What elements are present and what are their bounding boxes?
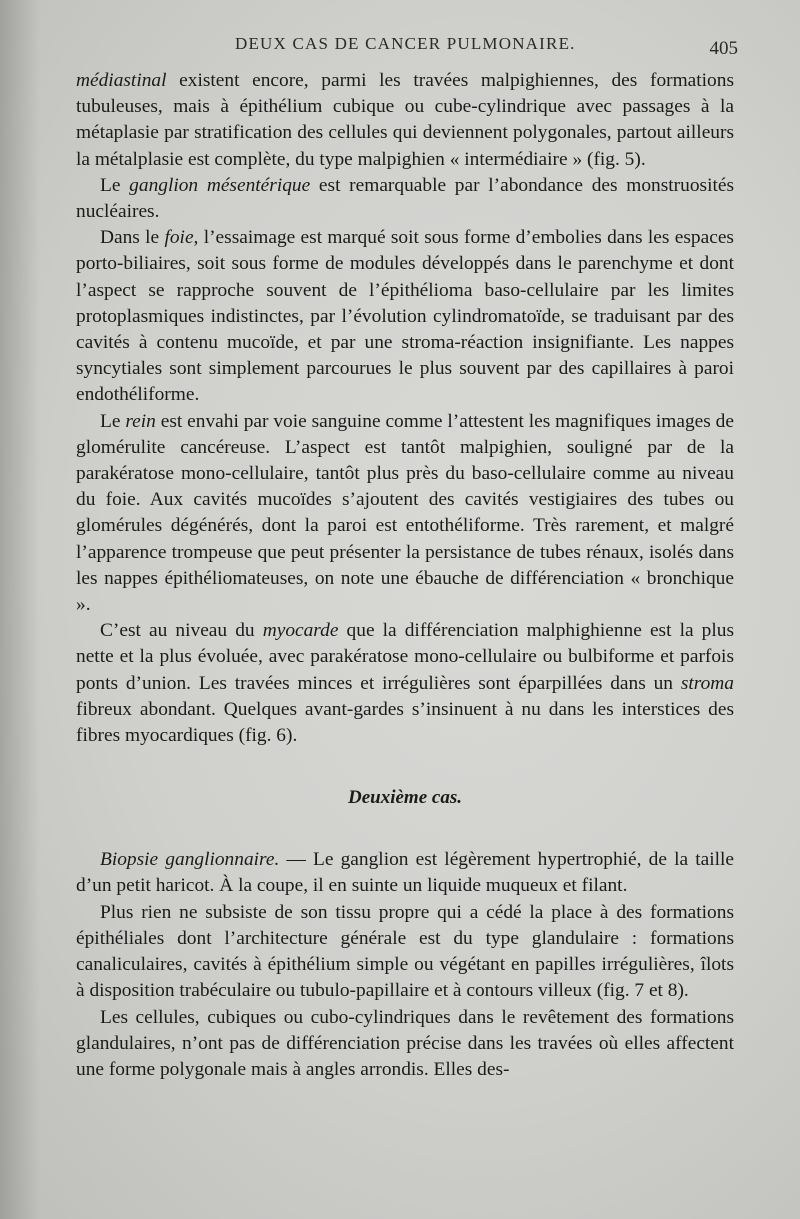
paragraph-2: [76, 173, 734, 225]
paragraph-1-text: existent encore, parmi les travées malpighiennes, des formations tubuleuses, mais à épithélium cubique ou cube-cylindrique avec passages à la métaplasie par stratification des cellules qui deviennent polygonales, partout ailleurs la métalplasie est complète, du type malpighien « intermédiaire » (fig. 5).: [76, 70, 734, 170]
section-heading: Deuxième cas.: [348, 787, 462, 809]
paragraph-5-lead: C’est au niveau du: [100, 620, 263, 642]
page-number: 405: [709, 38, 738, 59]
term-foie: foie,: [164, 227, 199, 249]
paragraph-6-text: — Le ganglion est légèrement hypertrophié, de la taille d’un petit haricot. À la coupe, il en suinte un liquide muqueux et filant.: [76, 849, 735, 897]
page-header: [75, 30, 738, 60]
paragraph-6: [76, 847, 734, 899]
paragraph-4: [76, 409, 734, 619]
paragraph-2-lead: Le: [100, 174, 130, 196]
paragraph-4-lead: Le: [100, 410, 126, 432]
term-stroma: stroma: [680, 672, 734, 694]
paragraph-5-text: fibreux abondant. Quelques avant-gardes s’insinuent à nu dans les interstices des fibres myocardiques (fig. 6).: [76, 698, 734, 747]
paragraph-3-lead: Dans le: [100, 227, 165, 249]
paragraph-5: [76, 618, 734, 749]
binding-shadow: [0, 0, 40, 1219]
term-rein: rein: [125, 410, 156, 432]
paragraph-7: Plus rien ne subsiste de son tissu propre qui a cédé la place à des formations épithéliales dont l’architecture générale est du type glandulaire : formations canaliculaires, cavités à épithélium simple ou végétant en papilles irrégulières, îlots à disposition trabéculaire ou tubulo-papillaire et à contours villeux (fig. 7 et 8).: [76, 901, 734, 1002]
paragraph-2-text: est remarquable par l’abondance des monstruosités nucléaires.: [76, 174, 734, 223]
term-mediastinal: médiastinal: [76, 70, 167, 91]
paragraph-8: Les cellules, cubiques ou cubo-cylindriques dans le revêtement des formations glandulaires, n’ont pas de différenciation précise dans les travées où elles affectent une forme polygonale mais à angles arrondis. Elles des-: [76, 1006, 734, 1080]
paragraph-1: [76, 68, 734, 173]
term-biopsie-ganglionnaire: Biopsie ganglionnaire.: [100, 849, 280, 871]
term-myocarde: myocarde: [262, 620, 339, 642]
text-block: [76, 68, 734, 1083]
paragraph-4-text: est envahi par voie sanguine comme l’attestent les magnifiques images de glomérulite cancéreuse. L’aspect est tantôt malpighien, souligné par de la parakératose mono-cellulaire, tantôt plus près du baso-cellulaire comme au niveau du foie. Aux cavités mucoïdes s’ajoutent des cavités vestigiaires des tubes ou glomérules dégénérés, dont la paroi est entothéliforme. Très rarement, et malgré l’apparence trompeuse que peut présenter la persistance de tubes rénaux, isolés dans les nappes épithéliomateuses, on note une ébauche de différenciation « bronchique ».: [76, 410, 734, 616]
running-head: DEUX CAS DE CANCER PULMONAIRE.: [235, 34, 576, 53]
term-ganglion-mesenterique: ganglion mésentérique: [129, 174, 311, 196]
paragraph-3-text: l’essaimage est marqué soit sous forme d’embolies dans les espaces porto-biliaires, soit sous forme de modules développés dans le parenchyme et dont l’aspect se rapproche souvent de l’épithélioma baso-cellulaire par les limites protoplasmiques indistinctes, par l’évolution cylindromatoïde, se traduisant par des cavités à contenu mucoïde, et par une stroma-réaction insignifiante. Les nappes syncytiales sont simplement parcourues le plus souvent par des capillaires à paroi endothéliforme.: [76, 227, 734, 406]
paragraph-3: [76, 225, 734, 408]
paragraph-5-mid: que la différenciation malphighienne est la plus nette et la plus évoluée, avec parakératose mono-cellulaire ou bulbiforme et parfois ponts d’union. Les travées minces et irrégulières sont éparpillées dans un: [76, 620, 734, 694]
